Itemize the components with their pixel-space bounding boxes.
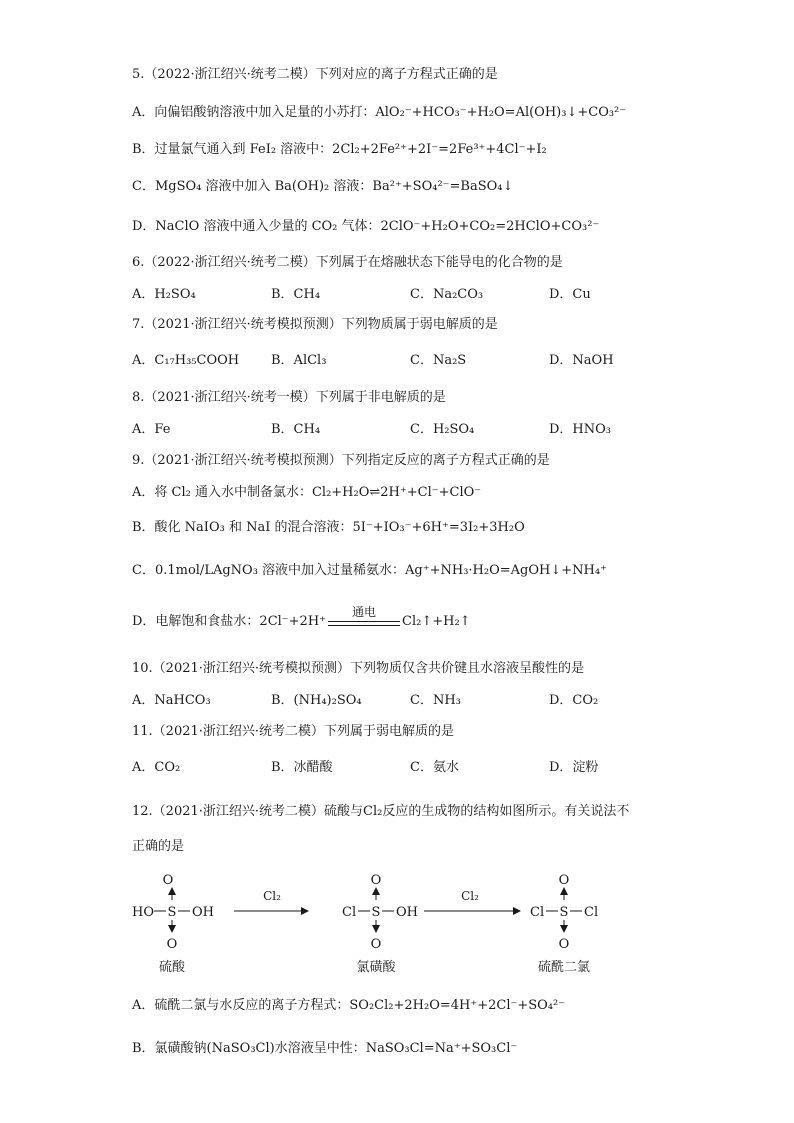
q11-option-d: D．淀粉	[549, 760, 599, 775]
q6-option-c: C．Na₂CO₃	[410, 287, 484, 302]
q11-option-a: A．CO₂	[132, 760, 181, 775]
q10-option-c: C．NH₃	[410, 693, 461, 708]
cl-left-3: Cl	[530, 905, 545, 920]
q6-option-a: A．H₂SO₄	[132, 287, 196, 302]
q8-stem: 8.（2021·浙江绍兴·统考一模）下列属于非电解质的是	[132, 390, 446, 405]
q8-option-b: B．CH₄	[271, 422, 321, 437]
q6-stem: 6.（2022·浙江绍兴·统考二模）下列属于在熔融状态下能导电的化合物的是	[132, 255, 563, 270]
label-sulfuric-acid: 硫酸	[158, 960, 186, 975]
o-top-1: O	[162, 873, 174, 888]
cl-right-3: Cl	[584, 905, 599, 920]
q10-option-b: B．(NH₄)₂SO₄	[271, 693, 362, 708]
q8-option-c: C．H₂SO₄	[410, 422, 475, 437]
q12-option-b: B．氯磺酸钠(NaSO₃Cl)水溶液呈中性：NaSO₃Cl=Na⁺+SO₃Cl⁻	[132, 1041, 518, 1056]
q5-option-c: C．MgSO₄ 溶液中加入 Ba(OH)₂ 溶液：Ba²⁺+SO₄²⁻=BaSO₄↓	[132, 179, 514, 194]
chlorosulfonic-acid-structure	[342, 873, 418, 975]
q9-option-d	[132, 604, 471, 631]
q8-option-d: D．HNO₃	[549, 422, 612, 437]
sulfuric-acid-chlorination-diagram	[120, 864, 640, 976]
q11-option-c: C．氨水	[410, 760, 459, 775]
q11-stem: 11.（2021·浙江绍兴·统考二模）下列属于弱电解质的是	[132, 724, 455, 739]
q7-stem: 7.（2021·浙江绍兴·统考模拟预测）下列物质属于弱电解质的是	[132, 317, 498, 332]
q12-stem-line2: 正确的是	[132, 839, 185, 854]
q7-option-b: B．AlCl₃	[271, 353, 327, 368]
s-atom-3: S	[559, 905, 569, 920]
q10-option-d: D．CO₂	[549, 693, 599, 708]
reagent-label-2: Cl₂	[461, 889, 479, 903]
q10-stem: 10.（2021·浙江绍兴·统考模拟预测）下列物质仅含共价键且水溶液呈酸性的是	[132, 661, 585, 676]
q7-option-d: D．NaOH	[549, 353, 614, 368]
q5-stem: 5.（2022·浙江绍兴·统考二模）下列对应的离子方程式正确的是	[132, 67, 498, 82]
o-top-2: O	[370, 873, 382, 888]
q6-option-b: B．CH₄	[271, 287, 321, 302]
q9-option-a: A．将 Cl₂ 通入水中制备氯水：Cl₂+H₂O⇌2H⁺+Cl⁻+ClO⁻	[132, 485, 482, 500]
reagent-label-1: Cl₂	[263, 889, 281, 903]
q5-option-b: B．过量氯气通入到 FeI₂ 溶液中：2Cl₂+2Fe²⁺+2I⁻=2Fe³⁺+4Cl⁻+I₂	[132, 142, 547, 157]
q9-stem: 9.（2021·浙江绍兴·统考模拟预测）下列指定反应的离子方程式正确的是	[132, 453, 550, 468]
q9-option-c: C．0.1mol/LAgNO₃ 溶液中加入过量稀氨水：Ag⁺+NH₃·H₂O=AgOH↓+NH₄⁺	[132, 563, 607, 578]
o-top-3: O	[558, 873, 570, 888]
q7-option-c: C．Na₂S	[410, 353, 467, 368]
q9-option-b: B．酸化 NaIO₃ 和 NaI 的混合溶液：5I⁻+IO₃⁻+6H⁺=3I₂+3H₂O	[132, 520, 525, 535]
q8-option-a: A．Fe	[132, 422, 171, 437]
q10-option-a: A．NaHCO₃	[132, 693, 211, 708]
electrolysis-arrow	[326, 604, 402, 629]
q11-option-b: B．冰醋酸	[271, 760, 333, 775]
q5-option-a: A．向偏铝酸钠溶液中加入足量的小苏打：AlO₂⁻+HCO₃⁻+H₂O=Al(OH)₃↓+CO₃²⁻	[132, 105, 627, 120]
label-sulfuryl-chloride: 硫酰二氯	[537, 960, 591, 975]
electrolysis-condition: 通电	[352, 604, 377, 619]
q9-d-suffix: Cl₂↑+H₂↑	[402, 614, 471, 629]
oh-right-1: OH	[192, 905, 214, 920]
o-bottom-3: O	[558, 937, 570, 952]
label-chlorosulfonic-acid: 氯磺酸	[356, 960, 396, 975]
q6-option-d: D．Cu	[549, 287, 591, 302]
sulfuric-acid-structure	[132, 873, 214, 975]
s-atom-1: S	[167, 905, 177, 920]
double-line	[328, 621, 400, 626]
o-bottom-2: O	[370, 937, 382, 952]
cl-left-2: Cl	[342, 905, 357, 920]
q7-option-a: A．C₁₇H₃₅COOH	[132, 353, 240, 368]
q12-stem-line1: 12.（2021·浙江绍兴·统考二模）硫酸与Cl₂反应的生成物的结构如图所示。有关说法不	[132, 804, 630, 819]
q5-option-d: D．NaClO 溶液中通入少量的 CO₂ 气体：2ClO⁻+H₂O+CO₂=2HClO+CO₃²⁻	[132, 219, 600, 234]
s-atom-2: S	[371, 905, 381, 920]
ho-left-1: HO	[132, 905, 154, 920]
sulfuryl-chloride-structure	[530, 873, 598, 975]
q9-d-prefix: D．电解饱和食盐水：2Cl⁻+2H⁺	[132, 614, 327, 629]
o-bottom-1: O	[166, 937, 178, 952]
oh-right-2: OH	[396, 905, 418, 920]
q12-option-a: A．硫酰二氯与水反应的离子方程式：SO₂Cl₂+2H₂O=4H⁺+2Cl⁻+SO₄²⁻	[132, 998, 566, 1013]
